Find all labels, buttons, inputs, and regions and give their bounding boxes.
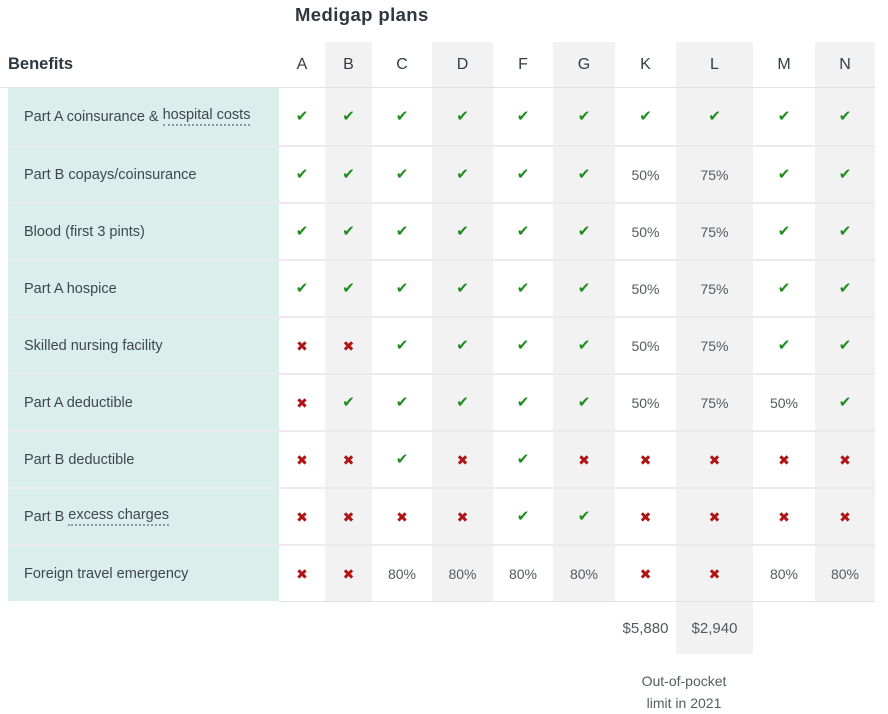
cell-A-row-6 [279, 373, 325, 430]
cell-N-row-8 [815, 487, 875, 544]
cell-D-row-2 [432, 145, 493, 202]
benefit-row-label [8, 544, 279, 601]
check-icon: ✔ [516, 451, 530, 468]
coverage-percent: 80% [769, 565, 799, 582]
check-icon: ✔ [838, 337, 852, 354]
cell-C-row-7 [372, 430, 432, 487]
coverage-percent: 50% [631, 166, 660, 183]
check-icon: ✔ [777, 337, 791, 354]
cross-icon: ✖ [708, 508, 721, 525]
check-icon: ✔ [577, 508, 591, 525]
check-icon: ✔ [838, 108, 852, 125]
cross-icon: ✖ [639, 565, 652, 582]
check-icon: ✔ [777, 280, 791, 297]
cell-G-row-4 [553, 259, 615, 316]
check-icon: ✔ [838, 280, 852, 297]
footer-cell-G [553, 601, 615, 654]
footer-cell-N [815, 601, 875, 654]
cell-K-row-7 [615, 430, 676, 487]
cell-L-row-8 [676, 487, 753, 544]
check-icon: ✔ [838, 223, 852, 240]
cell-D-row-1 [432, 88, 493, 145]
cell-B-row-5 [325, 316, 372, 373]
check-icon: ✔ [342, 280, 355, 297]
cell-G-row-8 [553, 487, 615, 544]
check-icon: ✔ [577, 337, 591, 354]
check-icon: ✔ [777, 108, 791, 125]
cross-icon: ✖ [708, 451, 721, 468]
cell-F-row-7 [493, 430, 553, 487]
check-icon: ✔ [456, 337, 469, 354]
footer-cell-D [432, 601, 493, 654]
cell-L-row-7 [676, 430, 753, 487]
cell-L-row-4 [676, 259, 753, 316]
benefit-row-label [8, 259, 279, 316]
coverage-percent: 80% [448, 565, 477, 582]
check-icon: ✔ [456, 166, 469, 183]
benefit-label-text: Part A deductible [24, 394, 133, 411]
cell-M-row-3 [753, 202, 815, 259]
cell-D-row-4 [432, 259, 493, 316]
cell-M-row-5 [753, 316, 815, 373]
cell-F-row-1 [493, 88, 553, 145]
cell-D-row-7 [432, 430, 493, 487]
coverage-percent: 80% [387, 565, 417, 582]
check-icon: ✔ [516, 337, 530, 354]
cell-N-row-1 [815, 88, 875, 145]
cross-icon: ✖ [639, 451, 652, 468]
check-icon: ✔ [456, 223, 469, 240]
column-header-D: D [432, 42, 493, 88]
footer-cell-M [753, 601, 815, 654]
benefit-row-label [8, 487, 279, 544]
cell-L-row-9 [676, 544, 753, 601]
cell-B-row-8 [325, 487, 372, 544]
cell-A-row-8 [279, 487, 325, 544]
cell-F-row-5 [493, 316, 553, 373]
cross-icon: ✖ [342, 451, 355, 468]
check-icon: ✔ [577, 108, 591, 125]
check-icon: ✔ [577, 223, 591, 240]
cross-icon: ✖ [456, 508, 469, 525]
cell-A-row-1 [279, 88, 325, 145]
cell-K-row-8 [615, 487, 676, 544]
cell-N-row-3 [815, 202, 875, 259]
coverage-percent: 75% [700, 337, 729, 354]
cell-L-row-3 [676, 202, 753, 259]
cell-F-row-3 [493, 202, 553, 259]
cell-G-row-1 [553, 88, 615, 145]
cell-N-row-9 [815, 544, 875, 601]
coverage-percent: 50% [631, 280, 660, 297]
cell-F-row-4 [493, 259, 553, 316]
check-icon: ✔ [838, 166, 852, 183]
cell-F-row-8 [493, 487, 553, 544]
cell-N-row-6 [815, 373, 875, 430]
benefit-row-label [8, 316, 279, 373]
cell-N-row-7 [815, 430, 875, 487]
cell-G-row-7 [553, 430, 615, 487]
check-icon: ✔ [456, 394, 469, 411]
check-icon: ✔ [516, 166, 530, 183]
cell-A-row-7 [279, 430, 325, 487]
check-icon: ✔ [295, 108, 309, 125]
check-icon: ✔ [577, 166, 591, 183]
coverage-percent: 75% [700, 223, 729, 240]
check-icon: ✔ [342, 166, 355, 183]
benefit-label-text: Part B [24, 508, 65, 525]
cell-A-row-5 [279, 316, 325, 373]
cell-G-row-9 [553, 544, 615, 601]
limit-value-k: $5,880 [622, 619, 669, 637]
coverage-percent: 75% [700, 166, 729, 183]
coverage-percent: 80% [508, 565, 538, 582]
check-icon: ✔ [342, 223, 355, 240]
cell-M-row-6 [753, 373, 815, 430]
cell-D-row-3 [432, 202, 493, 259]
cell-A-row-9 [279, 544, 325, 601]
check-icon: ✔ [395, 108, 409, 125]
benefit-label-text: Part B copays/coinsurance [24, 166, 197, 183]
column-header-N: N [815, 42, 875, 88]
cross-icon: ✖ [342, 508, 355, 525]
coverage-percent: 50% [631, 223, 660, 240]
cell-D-row-8 [432, 487, 493, 544]
column-header-C: C [372, 42, 432, 88]
cross-icon: ✖ [456, 451, 469, 468]
check-icon: ✔ [577, 394, 591, 411]
cell-L-row-1 [676, 88, 753, 145]
cell-K-row-9 [615, 544, 676, 601]
cross-icon: ✖ [778, 508, 790, 525]
check-icon: ✔ [295, 280, 309, 297]
cell-D-row-6 [432, 373, 493, 430]
check-icon: ✔ [777, 166, 791, 183]
cross-icon: ✖ [296, 565, 308, 582]
benefit-row-label [8, 145, 279, 202]
column-header-F: F [493, 42, 553, 88]
limit-value-l: $2,940 [691, 619, 738, 637]
column-header-B: B [325, 42, 372, 88]
cross-icon: ✖ [708, 565, 721, 582]
cell-A-row-2 [279, 145, 325, 202]
cell-F-row-6 [493, 373, 553, 430]
benefits-header: Benefits [0, 42, 279, 88]
cell-C-row-2 [372, 145, 432, 202]
coverage-percent: 80% [830, 565, 860, 582]
cell-K-row-5 [615, 316, 676, 373]
cross-icon: ✖ [578, 451, 590, 468]
cell-C-row-1 [372, 88, 432, 145]
page-title: Medigap plans [295, 4, 429, 25]
check-icon: ✔ [342, 394, 355, 411]
check-icon: ✔ [516, 223, 530, 240]
cross-icon: ✖ [342, 337, 355, 354]
note-line-1: Out-of-pocket [641, 673, 727, 689]
cross-icon: ✖ [839, 508, 851, 525]
cell-B-row-2 [325, 145, 372, 202]
cell-K-row-2 [615, 145, 676, 202]
cell-K-row-4 [615, 259, 676, 316]
benefit-row-label [8, 88, 279, 145]
cross-icon: ✖ [296, 451, 308, 468]
cell-M-row-7 [753, 430, 815, 487]
footer-spacer [0, 601, 279, 654]
check-icon: ✔ [456, 108, 469, 125]
cell-G-row-2 [553, 145, 615, 202]
check-icon: ✔ [577, 280, 591, 297]
cross-icon: ✖ [296, 508, 308, 525]
footer-cell-A [279, 601, 325, 654]
coverage-percent: 50% [631, 394, 660, 411]
cell-L-row-2 [676, 145, 753, 202]
cross-icon: ✖ [778, 451, 790, 468]
footer-cell-F [493, 601, 553, 654]
check-icon: ✔ [395, 166, 409, 183]
benefit-label-text: Part A coinsurance & [24, 108, 159, 125]
check-icon: ✔ [342, 108, 355, 125]
medigap-table [0, 42, 875, 654]
benefit-label-text: Foreign travel emergency [24, 565, 189, 582]
footer-cell-L [676, 601, 753, 654]
check-icon: ✔ [708, 108, 721, 125]
column-header-K: K [615, 42, 676, 88]
cell-C-row-4 [372, 259, 432, 316]
cell-G-row-6 [553, 373, 615, 430]
cell-M-row-2 [753, 145, 815, 202]
check-icon: ✔ [516, 280, 530, 297]
footer-cell-K [615, 601, 676, 654]
check-icon: ✔ [395, 451, 409, 468]
benefit-label-text: Skilled nursing facility [24, 337, 163, 354]
benefit-label-text: Part B deductible [24, 451, 135, 468]
check-icon: ✔ [838, 394, 852, 411]
cell-N-row-4 [815, 259, 875, 316]
cross-icon: ✖ [296, 394, 308, 411]
coverage-percent: 75% [700, 280, 729, 297]
note-line-2: limit in 2021 [646, 695, 722, 711]
check-icon: ✔ [395, 394, 409, 411]
column-header-G: G [553, 42, 615, 88]
check-icon: ✔ [295, 166, 309, 183]
cell-C-row-3 [372, 202, 432, 259]
cell-K-row-3 [615, 202, 676, 259]
cell-M-row-9 [753, 544, 815, 601]
cell-C-row-9 [372, 544, 432, 601]
cell-D-row-9 [432, 544, 493, 601]
cell-B-row-7 [325, 430, 372, 487]
column-header-A: A [279, 42, 325, 88]
benefit-label-text: Part A hospice [24, 280, 117, 297]
cell-G-row-5 [553, 316, 615, 373]
cell-M-row-4 [753, 259, 815, 316]
check-icon: ✔ [456, 280, 469, 297]
cell-B-row-6 [325, 373, 372, 430]
check-icon: ✔ [516, 394, 530, 411]
glossary-term-link[interactable]: hospital costs [163, 107, 251, 126]
cell-B-row-4 [325, 259, 372, 316]
cell-C-row-6 [372, 373, 432, 430]
check-icon: ✔ [639, 108, 652, 125]
coverage-percent: 50% [631, 337, 660, 354]
check-icon: ✔ [516, 108, 530, 125]
check-icon: ✔ [516, 508, 530, 525]
cell-K-row-6 [615, 373, 676, 430]
cell-G-row-3 [553, 202, 615, 259]
cell-B-row-1 [325, 88, 372, 145]
cell-A-row-4 [279, 259, 325, 316]
cell-M-row-8 [753, 487, 815, 544]
column-header-M: M [753, 42, 815, 88]
cross-icon: ✖ [639, 508, 652, 525]
cross-icon: ✖ [342, 565, 355, 582]
cell-M-row-1 [753, 88, 815, 145]
out-of-pocket-note [642, 670, 727, 714]
cell-D-row-5 [432, 316, 493, 373]
glossary-term-link[interactable]: excess charges [68, 507, 169, 526]
cell-C-row-8 [372, 487, 432, 544]
benefit-label-text: Blood (first 3 pints) [24, 223, 145, 240]
check-icon: ✔ [777, 223, 791, 240]
coverage-percent: 50% [769, 394, 799, 411]
coverage-percent: 80% [569, 565, 599, 582]
cell-A-row-3 [279, 202, 325, 259]
benefit-row-label [8, 430, 279, 487]
cell-N-row-2 [815, 145, 875, 202]
check-icon: ✔ [395, 223, 409, 240]
benefit-row-label [8, 373, 279, 430]
cell-N-row-5 [815, 316, 875, 373]
cell-K-row-1 [615, 88, 676, 145]
coverage-percent: 75% [700, 394, 729, 411]
cell-L-row-5 [676, 316, 753, 373]
check-icon: ✔ [395, 280, 409, 297]
check-icon: ✔ [295, 223, 309, 240]
cross-icon: ✖ [396, 508, 408, 525]
cross-icon: ✖ [296, 337, 308, 354]
check-icon: ✔ [395, 337, 409, 354]
column-header-L: L [676, 42, 753, 88]
cell-C-row-5 [372, 316, 432, 373]
footer-cell-B [325, 601, 372, 654]
cell-F-row-9 [493, 544, 553, 601]
cell-B-row-9 [325, 544, 372, 601]
footer-cell-C [372, 601, 432, 654]
cell-B-row-3 [325, 202, 372, 259]
benefit-row-label [8, 202, 279, 259]
cell-L-row-6 [676, 373, 753, 430]
cell-F-row-2 [493, 145, 553, 202]
cross-icon: ✖ [839, 451, 851, 468]
